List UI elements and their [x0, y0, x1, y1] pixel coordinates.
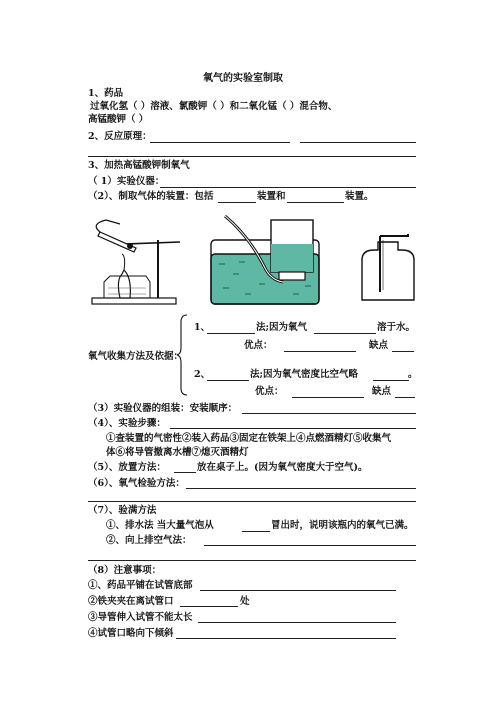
method-1-suffix: 溶于水。 — [377, 322, 416, 333]
steps-line-1: ①查装置的气密性②装入药品③固定在铁架上④点燃酒精灯⑤收集气 — [106, 433, 392, 444]
section-1-line1: 过氧化氢（ ）溶液、氯酸钾（ ）和二氧化锰（ ）混合物、 — [90, 101, 338, 112]
note-2: ②铁夹夹在离试管口 — [88, 596, 174, 607]
blank-line — [88, 501, 416, 502]
blank-line — [395, 397, 415, 398]
blank-line — [287, 202, 344, 203]
section-3-p2a: （2）、制取气体的装置：包括 — [88, 191, 214, 202]
note-1: ①、药品平铺在试管底部 — [88, 580, 193, 591]
section-3-p4: （4）、实验步骤： — [88, 418, 166, 429]
blank-line — [88, 560, 416, 561]
blank-line — [170, 428, 416, 429]
method-2-advantage-label: 优点： — [255, 386, 284, 397]
blank-line — [176, 638, 396, 639]
verify-2-text: ②、向上排空气法： — [106, 535, 192, 546]
blank-line — [198, 622, 396, 623]
blank-line — [300, 142, 416, 143]
steps-line-2: 体⑥将导管撤离水槽⑦熄灭酒精灯 — [106, 447, 249, 458]
blank-line — [160, 187, 416, 188]
verify-1-text: ①、排水法 当大量气泡从 — [106, 520, 214, 531]
section-3-p5-label: （5）、放置方法： — [88, 462, 166, 473]
blank-line — [292, 397, 364, 398]
section-1-heading: 1、药品 — [88, 88, 124, 99]
blank-line — [284, 351, 356, 352]
verify-1-suffix: 冒出时，说明该瓶内的氧气已满。 — [271, 520, 414, 531]
section-8-heading: （8）注意事项： — [88, 565, 162, 576]
collection-methods-label: 氧气收集方法及依据： — [88, 351, 184, 362]
blank-line — [207, 333, 255, 334]
blank-line — [186, 488, 416, 489]
section-3-p3: （3）实验仪器的组装：安装顺序： — [88, 403, 238, 414]
blank-line — [373, 380, 409, 381]
section-3-p5-text: 放在桌子上。(因为氧气密度大于空气)。 — [197, 462, 368, 473]
upward-air-displacement-illustration — [358, 232, 424, 304]
section-1-line2: 高锰酸钾（ ） — [88, 114, 149, 125]
section-3-heading: 3、加热高锰酸钾制氧气 — [88, 160, 190, 171]
method-2-text: 法;因为氧气密度比空气略 — [250, 369, 359, 380]
note-2-suffix: 处 — [240, 596, 250, 607]
method-2-suffix: 。 — [408, 369, 418, 380]
method-1-prefix: 1、 — [194, 322, 211, 333]
water-displacement-illustration — [209, 214, 325, 308]
method-1-disadvantage-label: 缺点 — [369, 340, 389, 351]
blank-line — [242, 531, 270, 532]
section-3-p2c: 装置。 — [345, 191, 374, 202]
section-2-heading: 2、反应原理： — [88, 131, 152, 142]
section-3-p6: （6）、氧气检验方法： — [88, 478, 185, 489]
note-3: ③导管伸入试管不能太长 — [88, 612, 193, 623]
blank-line — [207, 380, 249, 381]
blank-line — [150, 142, 290, 143]
page-title: 氧气的实验室制取 — [203, 73, 283, 84]
method-2-disadvantage-label: 缺点 — [372, 386, 392, 397]
section-3-p1: （ 1）实验仪器： — [88, 176, 165, 187]
blank-line — [204, 545, 416, 546]
blank-line — [392, 351, 414, 352]
method-1-text: 法;因为氧气 — [256, 322, 308, 333]
heating-apparatus-illustration — [90, 214, 190, 306]
section-3-p7: （7）、验满方法 — [88, 505, 157, 516]
blank-line — [174, 472, 196, 473]
blank-line — [314, 333, 376, 334]
section-3-p2b: 装置和 — [257, 191, 286, 202]
blank-line — [180, 606, 238, 607]
method-1-advantage-label: 优点： — [244, 340, 273, 351]
blank-line — [218, 202, 256, 203]
blank-line — [88, 156, 416, 157]
blank-line — [200, 590, 396, 591]
note-4: ④试管口略向下倾斜 — [88, 628, 174, 639]
blank-line — [242, 413, 416, 414]
method-2-prefix: 2、 — [194, 369, 211, 380]
